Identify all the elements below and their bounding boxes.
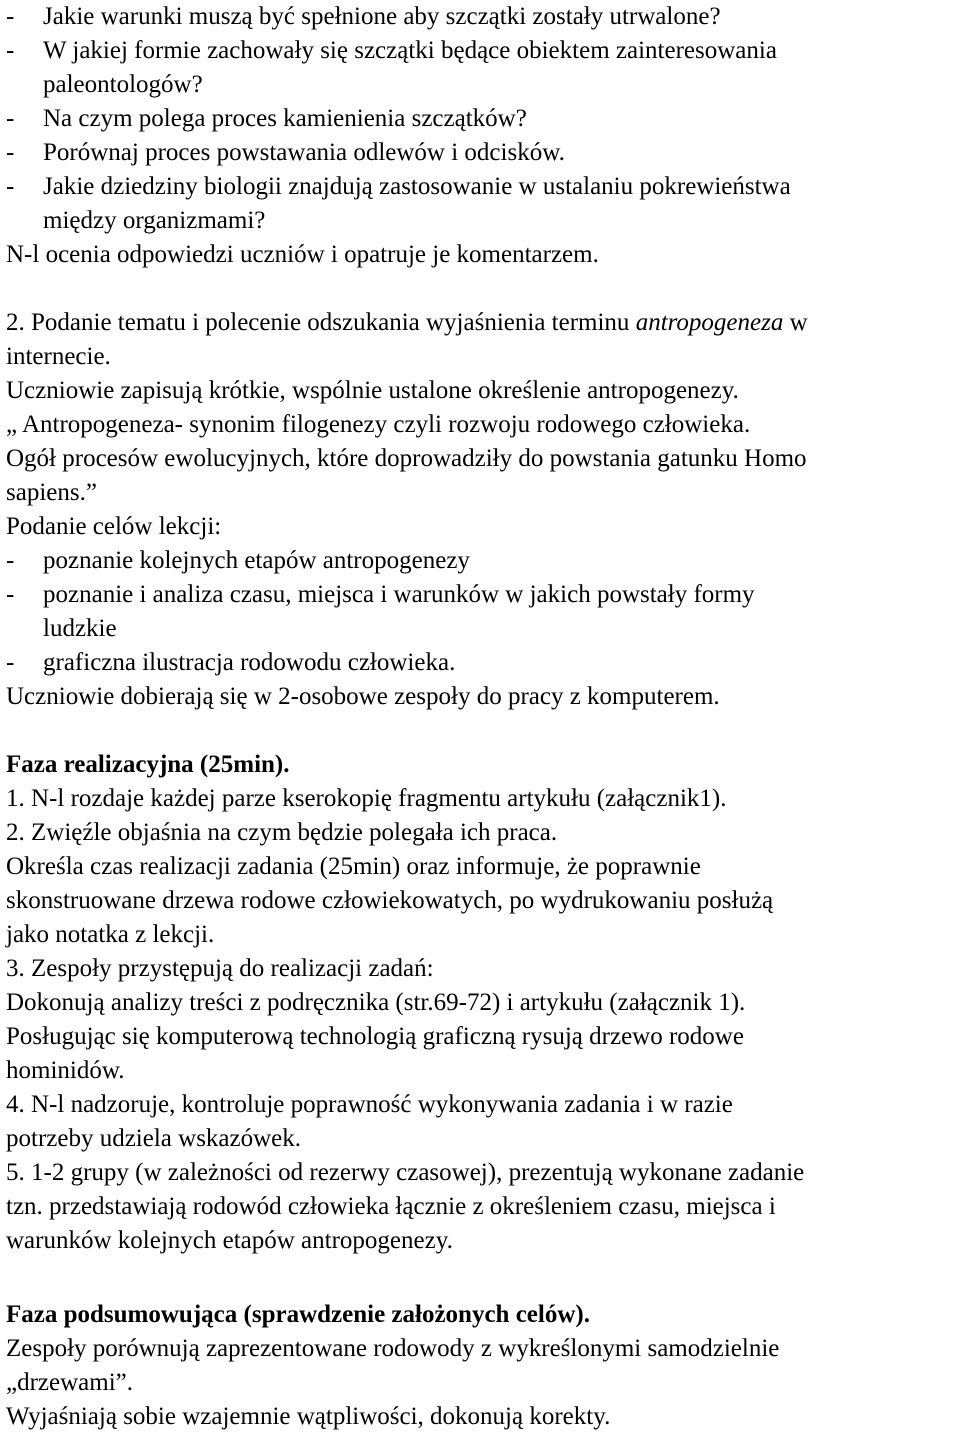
realization-line: 3. Zespoły przystępują do realizacji zadań: <box>6 955 434 982</box>
teams-line: Uczniowie dobierają się w 2-osobowe zespoły do pracy z komputerem. <box>6 683 720 710</box>
list-dash: - <box>6 37 15 64</box>
step2-line: internecie. <box>6 343 111 370</box>
teacher-comment: N-l ocenia odpowiedzi uczniów i opatruje je komentarzem. <box>6 241 599 268</box>
realization-line: 4. N-l nadzoruje, kontroluje poprawność wykonywania zadania i w razie <box>6 1091 733 1118</box>
summary-line: Wyjaśniają sobie wzajemnie wątpliwości, dokonują korekty. <box>6 1403 611 1430</box>
goal-text: ludzkie <box>43 615 117 642</box>
realization-line: tzn. przedstawiają rodowód człowieka łącznie z określeniem czasu, miejsca i <box>6 1193 776 1220</box>
step2-topic-line <box>6 306 808 340</box>
realization-line: 2. Zwięźle objaśnia na czym będzie polegała ich praca. <box>6 819 558 846</box>
definition-line: Ogół procesów ewolucyjnych, które doprowadziły do powstania gatunku Homo <box>6 445 807 472</box>
list-dash: - <box>6 3 15 30</box>
realization-line: skonstruowane drzewa rodowe człowiekowatych, po wydrukowaniu posłużą <box>6 887 774 914</box>
list-dash: - <box>6 649 15 676</box>
summary-line: Zespoły porównują zaprezentowane rodowody z wykreślonymi samodzielnie <box>6 1335 780 1362</box>
realization-line: warunków kolejnych etapów antropogenezy. <box>6 1227 453 1254</box>
summary-heading: Faza podsumowująca (sprawdzenie założonych celów). <box>6 1301 590 1328</box>
step2-text: 2. Podanie tematu i polecenie odszukania wyjaśnienia terminu <box>6 309 636 336</box>
summary-line: „drzewami”. <box>6 1369 134 1396</box>
list-dash: - <box>6 547 15 574</box>
list-dash: - <box>6 173 15 200</box>
realization-heading: Faza realizacyjna (25min). <box>6 751 290 778</box>
list-dash: - <box>6 105 15 132</box>
realization-line: 1. N-l rozdaje każdej parze kserokopię fragmentu artykułu (załącznik1). <box>6 785 727 812</box>
realization-line: Posługując się komputerową technologią graficzną rysują drzewo rodowe <box>6 1023 744 1050</box>
realization-line: Dokonują analizy treści z podręcznika (str.69-72) i artykułu (załącznik 1). <box>6 989 746 1016</box>
step2-term: antropogeneza <box>635 309 784 336</box>
list-dash: - <box>6 139 15 166</box>
step2-text-end: w <box>783 309 808 336</box>
definition-line: sapiens.” <box>6 479 97 506</box>
goals-heading: Podanie celów lekcji: <box>6 513 222 540</box>
realization-line: jako notatka z lekcji. <box>6 921 215 948</box>
question-text: Na czym polega proces kamienienia szczątków? <box>43 105 527 132</box>
question-text: Jakie warunki muszą być spełnione aby szczątki zostały utrwalone? <box>43 3 721 30</box>
list-dash: - <box>6 581 15 608</box>
goal-text: poznanie i analiza czasu, miejsca i warunków w jakich powstały formy <box>43 581 755 608</box>
realization-line: hominidów. <box>6 1057 125 1084</box>
goal-text: graficzna ilustracja rodowodu człowieka. <box>43 649 456 676</box>
question-text: Jakie dziedziny biologii znajdują zastosowanie w ustalaniu pokrewieństwa <box>43 173 791 200</box>
definition-line: „ Antropogeneza- synonim filogenezy czyli rozwoju rodowego człowieka. <box>6 411 751 438</box>
realization-line: potrzeby udziela wskazówek. <box>6 1125 302 1152</box>
question-text: między organizmami? <box>43 207 266 234</box>
question-text: W jakiej formie zachowały się szczątki będące obiektem zainteresowania <box>43 37 777 64</box>
realization-line: Określa czas realizacji zadania (25min) oraz informuje, że poprawnie <box>6 853 701 880</box>
goal-text: poznanie kolejnych etapów antropogenezy <box>43 547 470 574</box>
step2-line: Uczniowie zapisują krótkie, wspólnie ustalone określenie antropogenezy. <box>6 377 739 404</box>
realization-line: 5. 1-2 grupy (w zależności od rezerwy czasowej), prezentują wykonane zadanie <box>6 1159 805 1186</box>
question-text: Porównaj proces powstawania odlewów i odcisków. <box>43 139 565 166</box>
question-text: paleontologów? <box>43 71 203 98</box>
